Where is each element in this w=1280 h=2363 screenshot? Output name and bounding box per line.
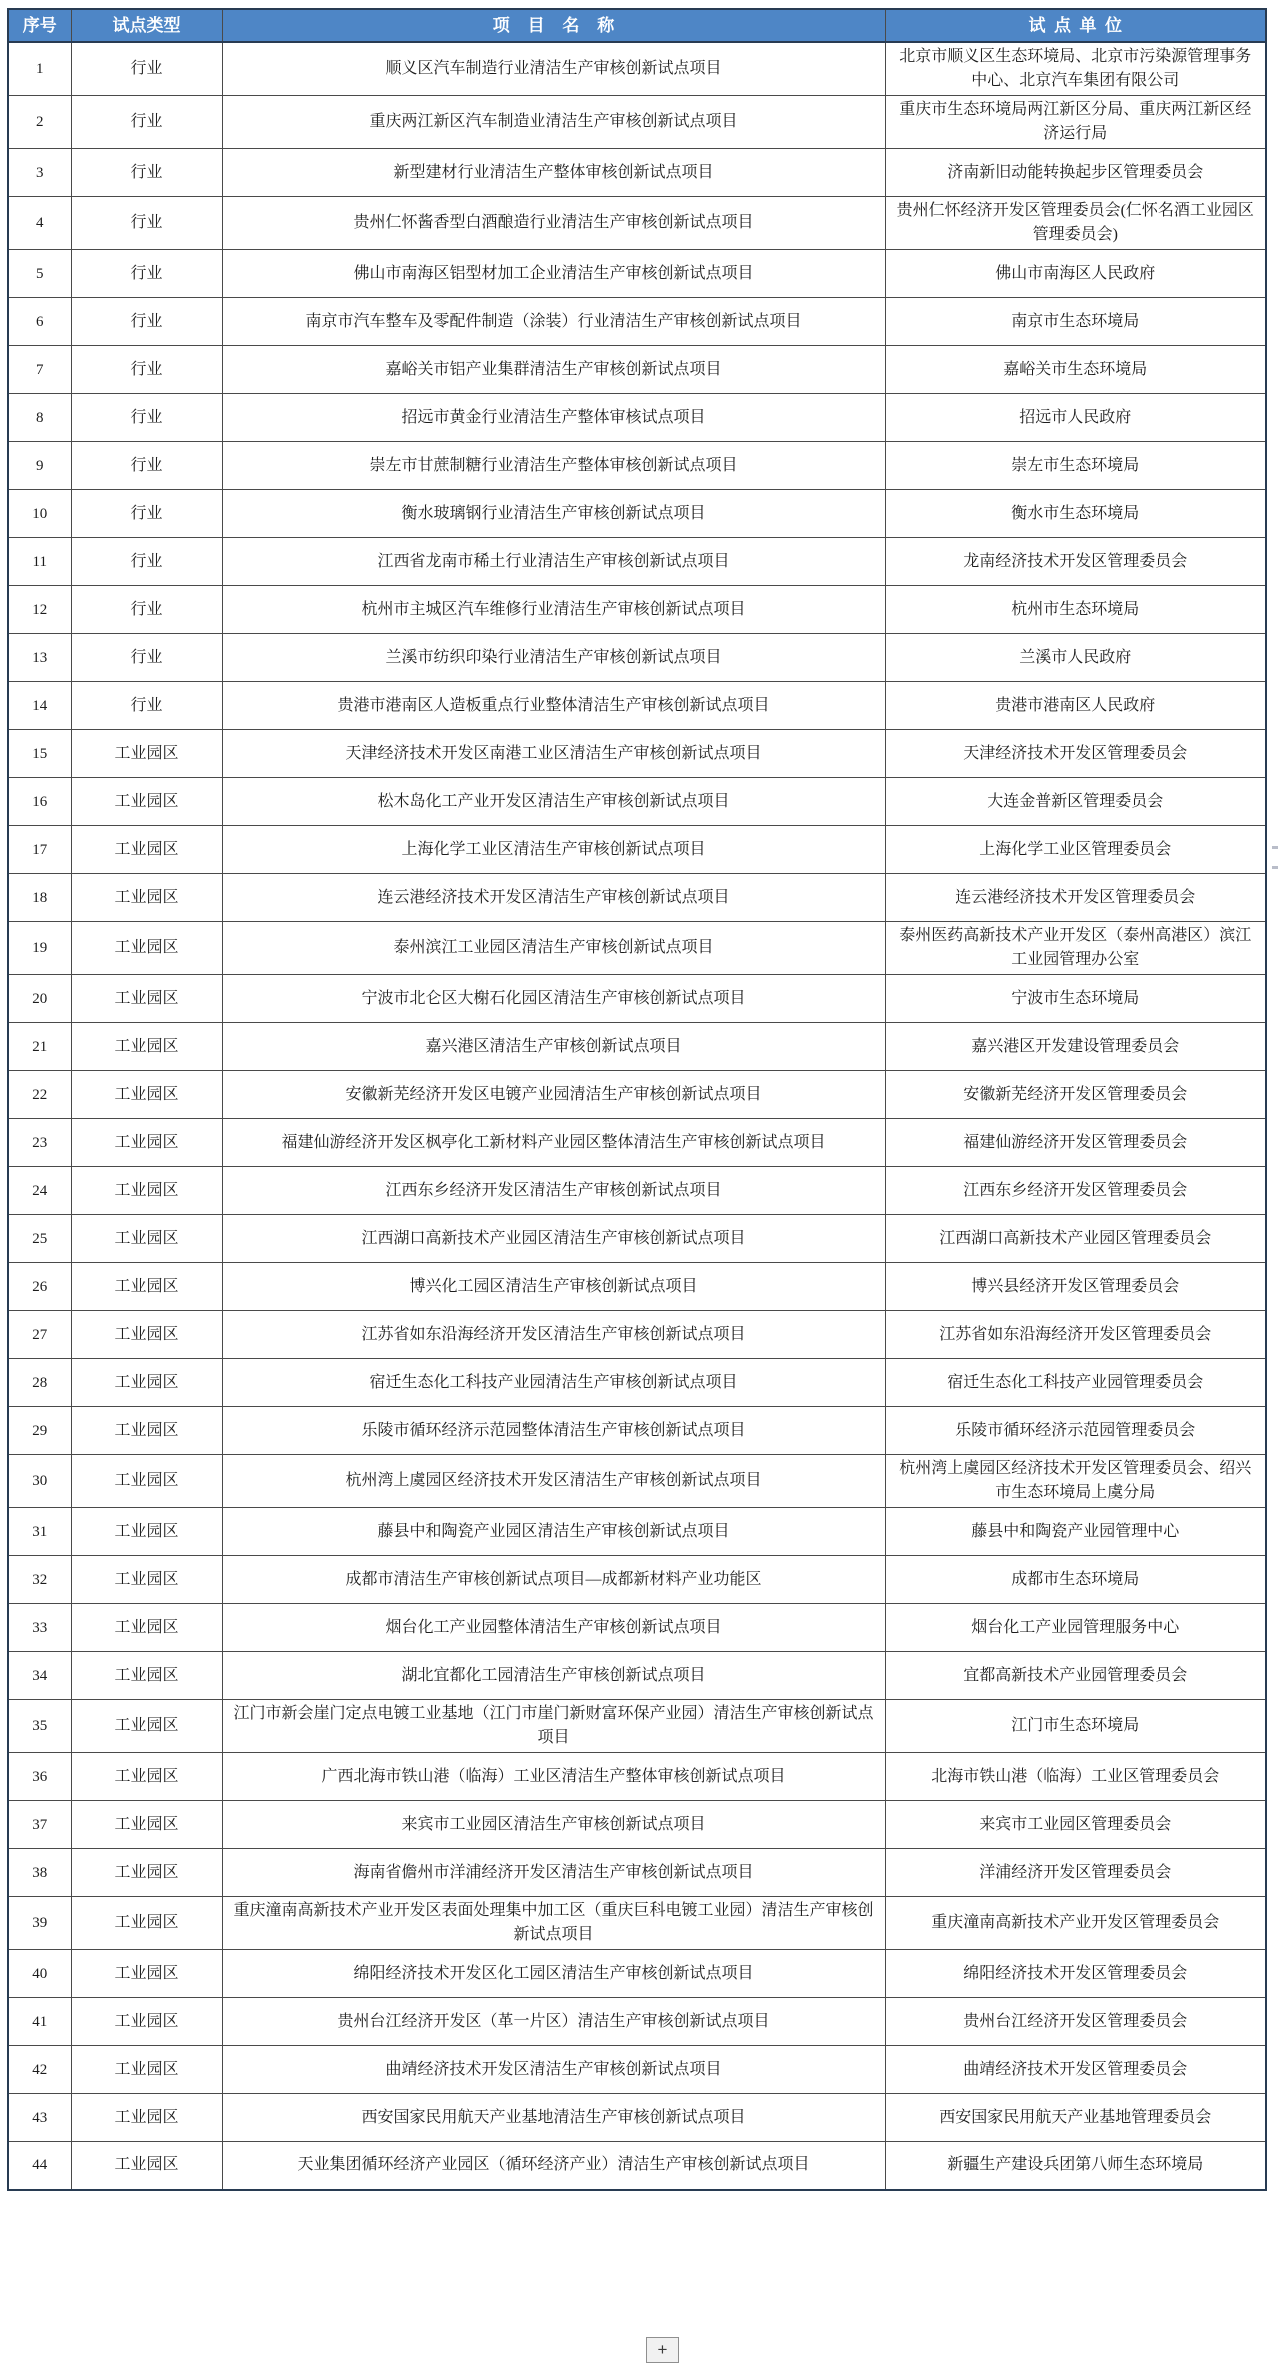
project-name-cell: 江苏省如东沿海经济开发区清洁生产审核创新试点项目 [222,1311,885,1359]
pilot-type-cell: 工业园区 [71,1849,222,1897]
pilot-type-cell: 工业园区 [71,826,222,874]
pilot-type-cell: 工业园区 [71,922,222,975]
pilot-type-cell: 工业园区 [71,2142,222,2190]
serial-number-cell: 12 [8,586,71,634]
pilot-unit-cell: 藤县中和陶瓷产业园管理中心 [885,1508,1266,1556]
project-name-cell: 兰溪市纺织印染行业清洁生产审核创新试点项目 [222,634,885,682]
table-row [8,975,1266,1023]
table-row [8,2142,1266,2190]
pilot-type-cell: 工业园区 [71,1263,222,1311]
pilot-unit-cell: 曲靖经济技术开发区管理委员会 [885,2046,1266,2094]
pilot-type-cell: 工业园区 [71,1359,222,1407]
project-name-cell: 嘉峪关市铝产业集群清洁生产审核创新试点项目 [222,346,885,394]
pilot-type-cell: 行业 [71,682,222,730]
serial-number-cell: 22 [8,1071,71,1119]
pilot-unit-cell: 南京市生态环境局 [885,298,1266,346]
project-name-cell: 乐陵市循环经济示范园整体清洁生产审核创新试点项目 [222,1407,885,1455]
pilot-unit-cell: 江苏省如东沿海经济开发区管理委员会 [885,1311,1266,1359]
table-row [8,874,1266,922]
pilot-type-cell: 行业 [71,298,222,346]
pilot-unit-cell: 宿迁生态化工科技产业园管理委员会 [885,1359,1266,1407]
serial-number-cell: 25 [8,1215,71,1263]
project-name-cell: 杭州湾上虞园区经济技术开发区清洁生产审核创新试点项目 [222,1455,885,1508]
pilot-type-cell: 工业园区 [71,1604,222,1652]
pilot-type-cell: 工业园区 [71,975,222,1023]
pilot-unit-cell: 江门市生态环境局 [885,1700,1266,1753]
serial-number-cell: 20 [8,975,71,1023]
project-name-cell: 广西北海市铁山港（临海）工业区清洁生产整体审核创新试点项目 [222,1753,885,1801]
pilot-unit-cell: 北海市铁山港（临海）工业区管理委员会 [885,1753,1266,1801]
serial-number-cell: 6 [8,298,71,346]
serial-number-cell: 15 [8,730,71,778]
serial-number-cell: 43 [8,2094,71,2142]
table-header-row [8,9,1266,42]
project-name-cell: 宁波市北仑区大榭石化园区清洁生产审核创新试点项目 [222,975,885,1023]
pilot-type-cell: 工业园区 [71,1119,222,1167]
table-row [8,442,1266,490]
pilot-unit-cell: 天津经济技术开发区管理委员会 [885,730,1266,778]
serial-number-cell: 3 [8,149,71,197]
pilot-unit-cell: 大连金普新区管理委员会 [885,778,1266,826]
pilot-unit-cell: 来宾市工业园区管理委员会 [885,1801,1266,1849]
project-name-cell: 江门市新会崖门定点电镀工业基地（江门市崖门新财富环保产业园）清洁生产审核创新试点项目 [222,1700,885,1753]
project-name-cell: 衡水玻璃钢行业清洁生产审核创新试点项目 [222,490,885,538]
serial-number-cell: 17 [8,826,71,874]
header-serial-number: 序号 [8,9,71,42]
pilot-type-cell: 工业园区 [71,1167,222,1215]
serial-number-cell: 5 [8,250,71,298]
pilot-type-cell: 工业园区 [71,1753,222,1801]
pilot-unit-cell: 嘉兴港区开发建设管理委员会 [885,1023,1266,1071]
pilot-type-cell: 行业 [71,96,222,149]
pilot-unit-cell: 贵州仁怀经济开发区管理委员会(仁怀名酒工业园区管理委员会) [885,197,1266,250]
project-name-cell: 江西东乡经济开发区清洁生产审核创新试点项目 [222,1167,885,1215]
table-row [8,2094,1266,2142]
pilot-unit-cell: 成都市生态环境局 [885,1556,1266,1604]
project-name-cell: 海南省儋州市洋浦经济开发区清洁生产审核创新试点项目 [222,1849,885,1897]
pilot-type-cell: 工业园区 [71,1556,222,1604]
project-name-cell: 宿迁生态化工科技产业园清洁生产审核创新试点项目 [222,1359,885,1407]
project-name-cell: 来宾市工业园区清洁生产审核创新试点项目 [222,1801,885,1849]
pilot-type-cell: 工业园区 [71,1407,222,1455]
header-pilot-type: 试点类型 [71,9,222,42]
serial-number-cell: 9 [8,442,71,490]
serial-number-cell: 41 [8,1998,71,2046]
table-row [8,778,1266,826]
pilot-unit-cell: 贵港市港南区人民政府 [885,682,1266,730]
table-row [8,730,1266,778]
serial-number-cell: 38 [8,1849,71,1897]
pilot-type-cell: 行业 [71,586,222,634]
table-row [8,197,1266,250]
pilot-unit-cell: 北京市顺义区生态环境局、北京市污染源管理事务中心、北京汽车集团有限公司 [885,42,1266,96]
serial-number-cell: 33 [8,1604,71,1652]
serial-number-cell: 37 [8,1801,71,1849]
table-row [8,2046,1266,2094]
serial-number-cell: 7 [8,346,71,394]
table-row [8,298,1266,346]
project-name-cell: 南京市汽车整车及零配件制造（涂装）行业清洁生产审核创新试点项目 [222,298,885,346]
project-name-cell: 新型建材行业清洁生产整体审核创新试点项目 [222,149,885,197]
table-row [8,1071,1266,1119]
serial-number-cell: 10 [8,490,71,538]
project-name-cell: 重庆两江新区汽车制造业清洁生产审核创新试点项目 [222,96,885,149]
table-row [8,1849,1266,1897]
pilot-unit-cell: 江西湖口高新技术产业园区管理委员会 [885,1215,1266,1263]
project-name-cell: 嘉兴港区清洁生产审核创新试点项目 [222,1023,885,1071]
serial-number-cell: 21 [8,1023,71,1071]
pilot-type-cell: 工业园区 [71,730,222,778]
header-project-name-label: 项目名称 [492,16,633,35]
pilot-type-cell: 工业园区 [71,1998,222,2046]
table-row [8,1455,1266,1508]
project-name-cell: 杭州市主城区汽车维修行业清洁生产审核创新试点项目 [222,586,885,634]
serial-number-cell: 34 [8,1652,71,1700]
project-name-cell: 博兴化工园区清洁生产审核创新试点项目 [222,1263,885,1311]
project-name-cell: 福建仙游经济开发区枫亭化工新材料产业园区整体清洁生产审核创新试点项目 [222,1119,885,1167]
project-name-cell: 成都市清洁生产审核创新试点项目—成都新材料产业功能区 [222,1556,885,1604]
pilot-unit-cell: 杭州湾上虞园区经济技术开发区管理委员会、绍兴市生态环境局上虞分局 [885,1455,1266,1508]
pilot-type-cell: 工业园区 [71,1801,222,1849]
pilot-unit-cell: 洋浦经济开发区管理委员会 [885,1849,1266,1897]
serial-number-cell: 1 [8,42,71,96]
pilot-unit-cell: 宁波市生态环境局 [885,975,1266,1023]
table-row [8,96,1266,149]
pilot-unit-cell: 招远市人民政府 [885,394,1266,442]
serial-number-cell: 13 [8,634,71,682]
table-row [8,1897,1266,1950]
pilot-type-cell: 行业 [71,490,222,538]
pilot-unit-cell: 连云港经济技术开发区管理委员会 [885,874,1266,922]
pilot-unit-cell: 兰溪市人民政府 [885,634,1266,682]
project-name-cell: 绵阳经济技术开发区化工园区清洁生产审核创新试点项目 [222,1950,885,1998]
table-row [8,538,1266,586]
table-row [8,1604,1266,1652]
pilot-unit-cell: 博兴县经济开发区管理委员会 [885,1263,1266,1311]
table-row [8,149,1266,197]
table-row [8,922,1266,975]
serial-number-cell: 31 [8,1508,71,1556]
pilot-type-cell: 行业 [71,42,222,96]
table-row [8,1652,1266,1700]
table-row [8,826,1266,874]
pilot-type-cell: 工业园区 [71,1508,222,1556]
pilot-type-cell: 工业园区 [71,874,222,922]
table-row [8,42,1266,96]
pilot-unit-cell: 杭州市生态环境局 [885,586,1266,634]
serial-number-cell: 30 [8,1455,71,1508]
pilot-unit-cell: 绵阳经济技术开发区管理委员会 [885,1950,1266,1998]
table-row [8,1508,1266,1556]
project-name-cell: 贵州台江经济开发区（革一片区）清洁生产审核创新试点项目 [222,1998,885,2046]
table-row [8,1119,1266,1167]
project-name-cell: 泰州滨江工业园区清洁生产审核创新试点项目 [222,922,885,975]
serial-number-cell: 23 [8,1119,71,1167]
pilot-type-cell: 行业 [71,346,222,394]
serial-number-cell: 40 [8,1950,71,1998]
table-row [8,1753,1266,1801]
table-body [8,42,1266,2190]
pilot-unit-cell: 泰州医药高新技术产业开发区（泰州高港区）滨江工业园管理办公室 [885,922,1266,975]
project-name-cell: 湖北宜都化工园清洁生产审核创新试点项目 [222,1652,885,1700]
project-name-cell: 连云港经济技术开发区清洁生产审核创新试点项目 [222,874,885,922]
pilot-type-cell: 工业园区 [71,1652,222,1700]
pilot-unit-cell: 上海化学工业区管理委员会 [885,826,1266,874]
serial-number-cell: 44 [8,2142,71,2190]
project-name-cell: 崇左市甘蔗制糖行业清洁生产整体审核创新试点项目 [222,442,885,490]
project-name-cell: 江西省龙南市稀土行业清洁生产审核创新试点项目 [222,538,885,586]
project-name-cell: 藤县中和陶瓷产业园区清洁生产审核创新试点项目 [222,1508,885,1556]
pilot-type-cell: 工业园区 [71,2046,222,2094]
serial-number-cell: 36 [8,1753,71,1801]
pilot-unit-cell: 乐陵市循环经济示范园管理委员会 [885,1407,1266,1455]
serial-number-cell: 8 [8,394,71,442]
table-row [8,586,1266,634]
pilot-unit-cell: 重庆市生态环境局两江新区分局、重庆两江新区经济运行局 [885,96,1266,149]
pilot-unit-cell: 衡水市生态环境局 [885,490,1266,538]
pilot-type-cell: 行业 [71,538,222,586]
project-name-cell: 西安国家民用航天产业基地清洁生产审核创新试点项目 [222,2094,885,2142]
project-name-cell: 江西湖口高新技术产业园区清洁生产审核创新试点项目 [222,1215,885,1263]
serial-number-cell: 28 [8,1359,71,1407]
pilot-unit-cell: 安徽新芜经济开发区管理委员会 [885,1071,1266,1119]
serial-number-cell: 19 [8,922,71,975]
serial-number-cell: 14 [8,682,71,730]
project-name-cell: 松木岛化工产业开发区清洁生产审核创新试点项目 [222,778,885,826]
pilot-unit-cell: 烟台化工产业园管理服务中心 [885,1604,1266,1652]
scrollbar-marker [1272,866,1278,869]
project-name-cell: 烟台化工产业园整体清洁生产审核创新试点项目 [222,1604,885,1652]
serial-number-cell: 24 [8,1167,71,1215]
pilot-unit-cell: 宜都高新技术产业园管理委员会 [885,1652,1266,1700]
project-name-cell: 佛山市南海区铝型材加工企业清洁生产审核创新试点项目 [222,250,885,298]
pilot-unit-cell: 贵州台江经济开发区管理委员会 [885,1998,1266,2046]
table-row [8,1801,1266,1849]
table-row [8,1263,1266,1311]
project-name-cell: 贵州仁怀酱香型白酒酿造行业清洁生产审核创新试点项目 [222,197,885,250]
project-name-cell: 曲靖经济技术开发区清洁生产审核创新试点项目 [222,2046,885,2094]
table-row [8,1215,1266,1263]
pilot-type-cell: 行业 [71,634,222,682]
pilot-unit-cell: 江西东乡经济开发区管理委员会 [885,1167,1266,1215]
pilot-type-cell: 行业 [71,149,222,197]
pilot-type-cell: 工业园区 [71,1455,222,1508]
pilot-unit-cell: 龙南经济技术开发区管理委员会 [885,538,1266,586]
project-name-cell: 贵港市港南区人造板重点行业整体清洁生产审核创新试点项目 [222,682,885,730]
serial-number-cell: 42 [8,2046,71,2094]
serial-number-cell: 4 [8,197,71,250]
pilot-type-cell: 行业 [71,197,222,250]
project-name-cell: 天业集团循环经济产业园区（循环经济产业）清洁生产审核创新试点项目 [222,2142,885,2190]
header-pilot-unit-label: 试点单位 [1028,16,1131,35]
pilot-unit-cell: 佛山市南海区人民政府 [885,250,1266,298]
pilot-type-cell: 行业 [71,442,222,490]
pilot-type-cell: 工业园区 [71,2094,222,2142]
header-project-name [222,9,885,42]
project-name-cell: 天津经济技术开发区南港工业区清洁生产审核创新试点项目 [222,730,885,778]
pilot-unit-cell: 济南新旧动能转换起步区管理委员会 [885,149,1266,197]
table-row [8,1950,1266,1998]
pilot-type-cell: 工业园区 [71,1897,222,1950]
table-row [8,250,1266,298]
header-pilot-unit [885,9,1266,42]
pilot-unit-cell: 崇左市生态环境局 [885,442,1266,490]
table-row [8,1407,1266,1455]
project-name-cell: 上海化学工业区清洁生产审核创新试点项目 [222,826,885,874]
pilot-unit-cell: 西安国家民用航天产业基地管理委员会 [885,2094,1266,2142]
table-row [8,1556,1266,1604]
project-name-cell: 重庆潼南高新技术产业开发区表面处理集中加工区（重庆巨科电镀工业园）清洁生产审核创新试点项目 [222,1897,885,1950]
table-row [8,394,1266,442]
serial-number-cell: 39 [8,1897,71,1950]
table-row [8,1700,1266,1753]
pilot-type-cell: 工业园区 [71,1700,222,1753]
scrollbar-marker [1272,846,1278,849]
serial-number-cell: 27 [8,1311,71,1359]
pilot-projects-table [7,8,1267,2191]
project-name-cell: 招远市黄金行业清洁生产整体审核试点项目 [222,394,885,442]
pilot-type-cell: 行业 [71,394,222,442]
serial-number-cell: 32 [8,1556,71,1604]
pilot-type-cell: 工业园区 [71,1023,222,1071]
serial-number-cell: 29 [8,1407,71,1455]
table-row [8,1359,1266,1407]
serial-number-cell: 16 [8,778,71,826]
pilot-type-cell: 工业园区 [71,778,222,826]
pilot-unit-cell: 新疆生产建设兵团第八师生态环境局 [885,2142,1266,2190]
project-name-cell: 安徽新芜经济开发区电镀产业园清洁生产审核创新试点项目 [222,1071,885,1119]
plus-button[interactable]: + [646,2337,679,2363]
table-row [8,682,1266,730]
project-name-cell: 顺义区汽车制造行业清洁生产审核创新试点项目 [222,42,885,96]
pilot-unit-cell: 重庆潼南高新技术产业开发区管理委员会 [885,1897,1266,1950]
table-row [8,1023,1266,1071]
table-row [8,346,1266,394]
serial-number-cell: 2 [8,96,71,149]
serial-number-cell: 26 [8,1263,71,1311]
table-row [8,1311,1266,1359]
table-row [8,1167,1266,1215]
pilot-unit-cell: 福建仙游经济开发区管理委员会 [885,1119,1266,1167]
table-row [8,1998,1266,2046]
pilot-type-cell: 行业 [71,250,222,298]
table-row [8,490,1266,538]
pilot-type-cell: 工业园区 [71,1950,222,1998]
serial-number-cell: 11 [8,538,71,586]
pilot-type-cell: 工业园区 [71,1311,222,1359]
serial-number-cell: 18 [8,874,71,922]
pilot-type-cell: 工业园区 [71,1071,222,1119]
serial-number-cell: 35 [8,1700,71,1753]
table-row [8,634,1266,682]
pilot-type-cell: 工业园区 [71,1215,222,1263]
pilot-unit-cell: 嘉峪关市生态环境局 [885,346,1266,394]
